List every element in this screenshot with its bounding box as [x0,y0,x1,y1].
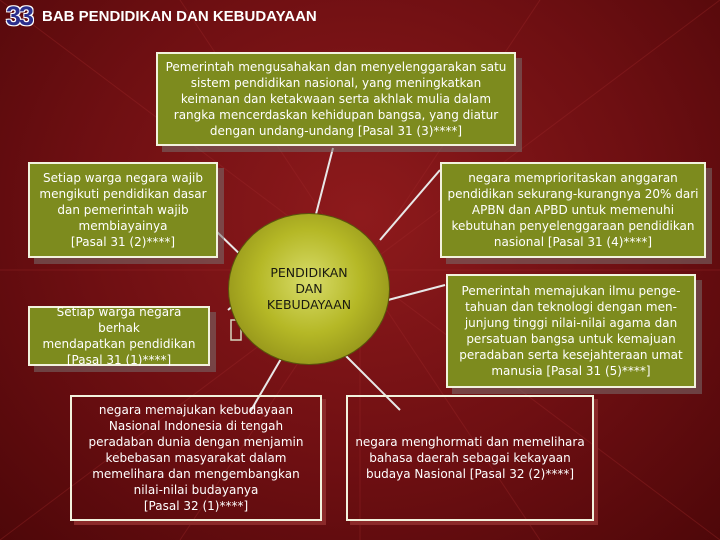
box-pasal-31-4: negara memprioritaskan anggaran pendidikan sekurang-kurangnya 20% dari APBN dan APBD untuk memenuhi kebutuhan penyelenggaraan pendidikan nasional [Pasal 31 (4)****] [440,162,706,258]
box-pasal-32-1: negara memajukan kebudayaan Nasional Indonesia di tengah peradaban dunia dengan menjamin kebebasan masyarakat dalam memelihara dan mengembangkan nilai-nilai budayanya [Pasal 32 (1)****] [70,395,322,521]
page-title: BAB PENDIDIKAN DAN KEBUDAYAAN [42,8,317,25]
chapter-number: 33 [6,1,33,31]
center-label: PENDIDIKAN DAN KEBUDAYAAN [266,265,352,312]
box-pasal-32-2: negara menghormati dan memelihara bahasa daerah sebagai kekayaan budaya Nasional [Pasal 32 (2)****] [346,395,594,521]
box-pasal-31-3: Pemerintah mengusahakan dan menyelenggarakan satu sistem pendidikan nasional, yang meningkatkan keimanan dan ketakwaan serta akhlak mulia dalam rangka mencerdaskan kehidupan bangsa, yang diatur dengan undang-undang [Pasal 31 (3)****] [156,52,516,146]
box-pasal-31-1: Setiap warga negara berhak mendapatkan pendidikan [Pasal 31 (1)****] [28,306,210,366]
center-circle [228,213,390,365]
box-pasal-31-2: Setiap warga negara wajib mengikuti pendidikan dasar dan pemerintah wajib membiayainya [Pasal 31 (2)****] [28,162,218,258]
box-pasal-31-5: Pemerintah memajukan ilmu penge- tahuan dan teknologi dengan men- junjung tinggi nilai-nilai agama dan persatuan bangsa untuk kemajuan peradaban serta kesejahteraan umat manusia [Pasal 31 (5)****] [446,274,696,388]
